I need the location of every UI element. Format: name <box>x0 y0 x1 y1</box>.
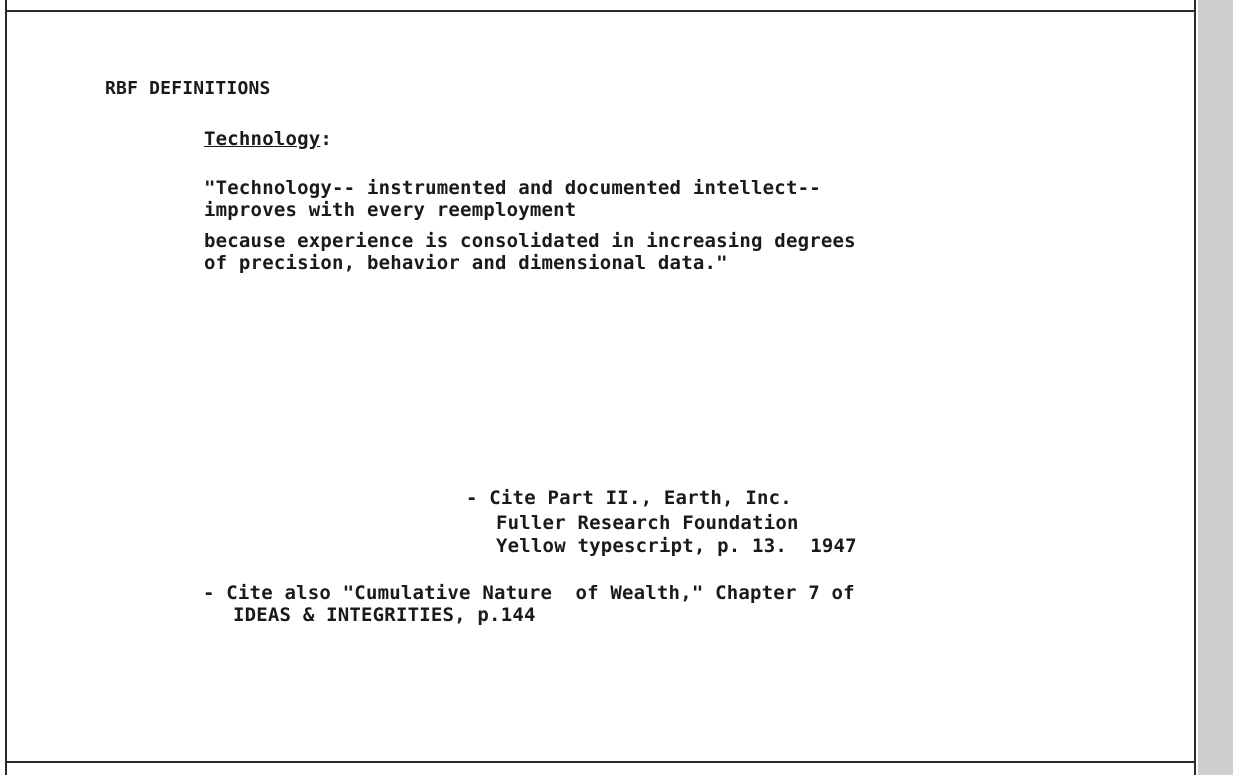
definition-term-colon: : <box>320 128 333 150</box>
citation-line: Fuller Research Foundation <box>496 512 799 534</box>
citation-also-line: - Cite also "Cumulative Nature of Wealth," Chapter 7 of <box>203 582 855 604</box>
page-heading: RBF DEFINITIONS <box>105 78 271 99</box>
card-bottom-strip <box>5 763 1196 775</box>
index-card <box>5 10 1196 763</box>
quote-line: because experience is consolidated in increasing degrees <box>204 230 856 252</box>
quote-line: "Technology-- instrumented and documented intellect-- <box>204 177 821 199</box>
citation-line: Yellow typescript, p. 13. 1947 <box>496 535 857 557</box>
scan-edge <box>1198 0 1233 775</box>
definition-term <box>204 128 332 150</box>
quote-line: improves with every reemployment <box>204 199 577 221</box>
card-top-strip <box>5 0 1196 10</box>
citation-line: - Cite Part II., Earth, Inc. <box>466 487 792 509</box>
citation-also-line: IDEAS & INTEGRITIES, p.144 <box>233 604 536 626</box>
quote-line: of precision, behavior and dimensional data." <box>204 252 728 274</box>
definition-term-label: Technology <box>204 128 321 150</box>
